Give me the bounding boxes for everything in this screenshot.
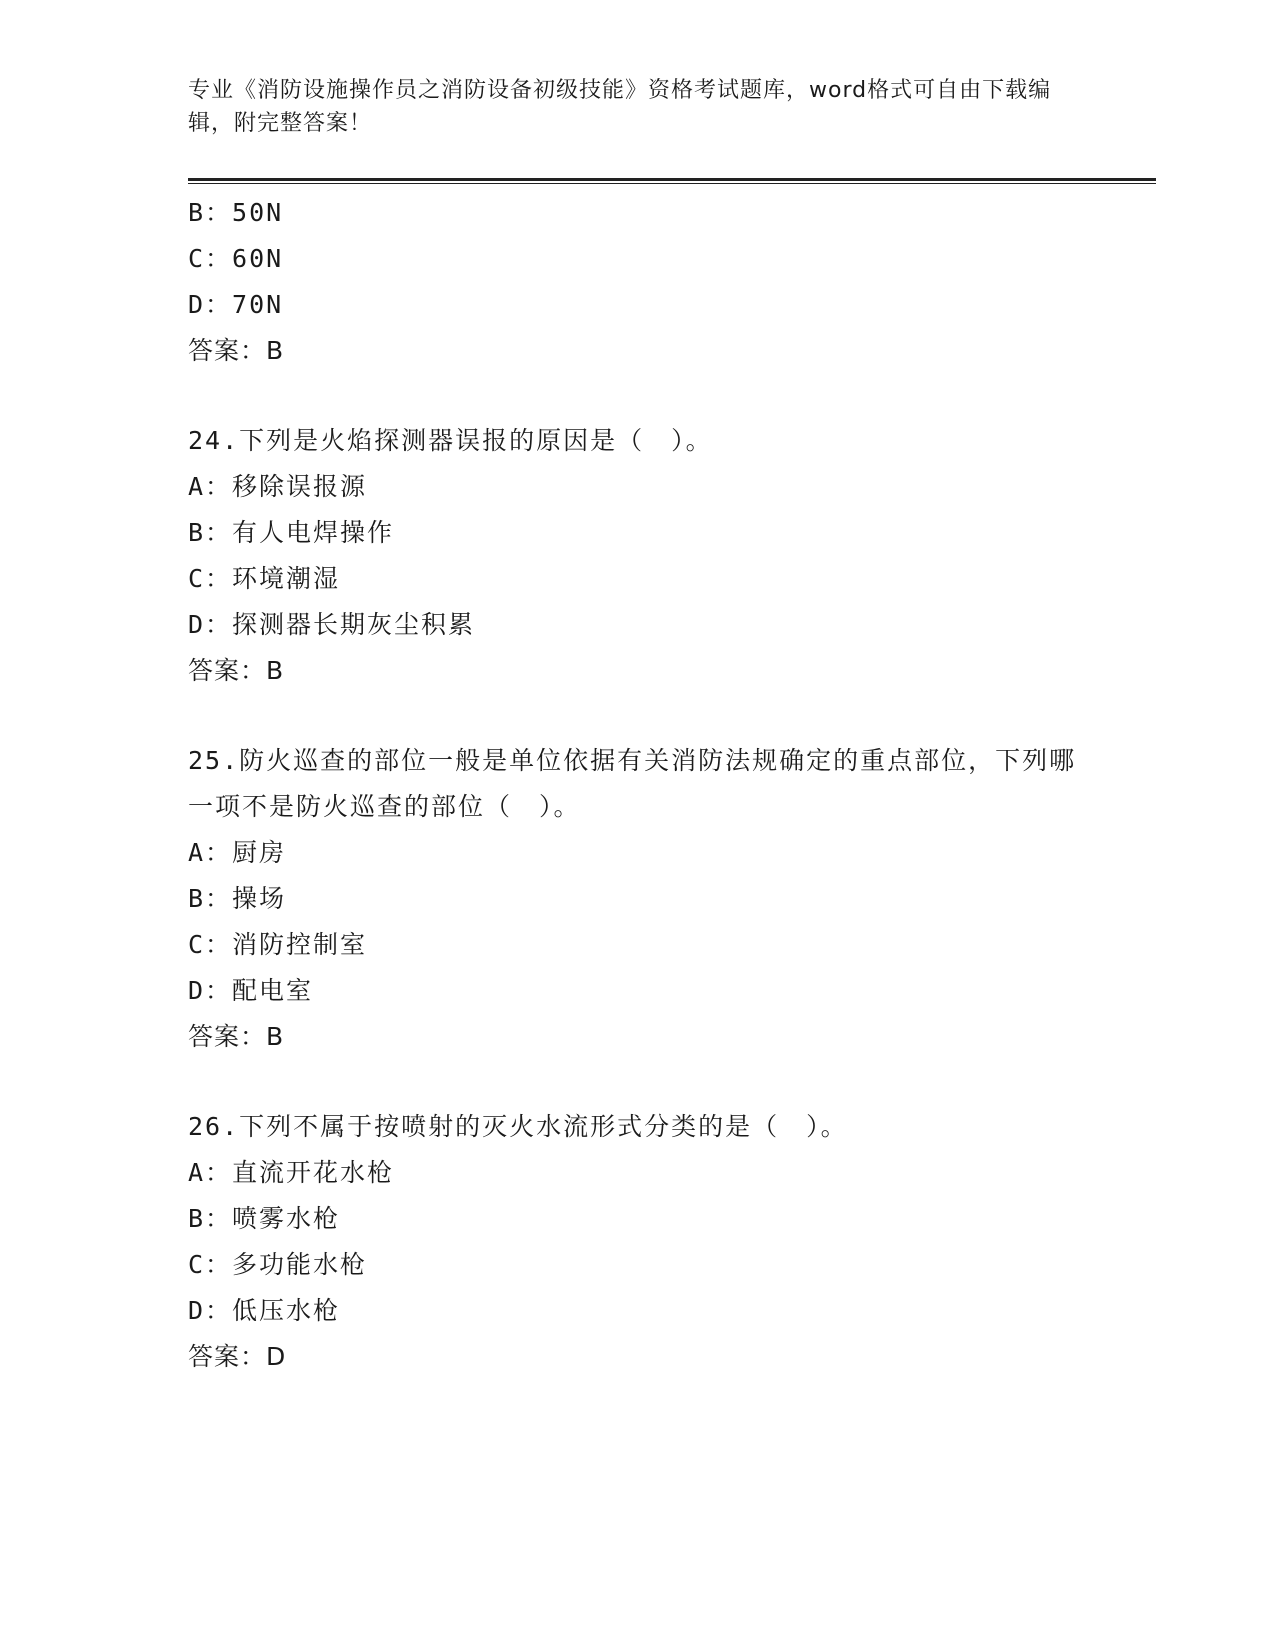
option-c: C：环境潮湿 <box>188 564 341 593</box>
continued-question <box>188 190 1088 374</box>
question-25 <box>188 738 1088 1060</box>
option-a: A：厨房 <box>188 838 287 867</box>
option-d: D：配电室 <box>188 976 314 1005</box>
question-text: 24.下列是火焰探测器误报的原因是（ ）。 <box>188 426 713 455</box>
header-rule-thick <box>188 178 1156 181</box>
option-b: B：有人电焊操作 <box>188 518 395 547</box>
option-d: D：70N <box>188 290 284 319</box>
question-list <box>188 190 1088 1380</box>
question-26 <box>188 1104 1088 1380</box>
option-b: B：喷雾水枪 <box>188 1204 341 1233</box>
header-rule-thin <box>188 183 1156 184</box>
option-a: A：移除误报源 <box>188 472 368 501</box>
option-d: D：探测器长期灰尘积累 <box>188 610 476 639</box>
answer-line: 答案：B <box>188 656 285 685</box>
option-b: B：操场 <box>188 884 287 913</box>
question-text: 25.防火巡查的部位一般是单位依据有关消防法规确定的重点部位，下列哪一项不是防火巡查的部位（ ）。 <box>188 746 1077 821</box>
document-header: 专业《消防设施操作员之消防设备初级技能》资格考试题库，word格式可自由下载编辑，附完整答案！ <box>188 78 1052 136</box>
answer-line: 答案：D <box>188 1342 287 1371</box>
option-b: B：50N <box>188 198 284 227</box>
option-c: C：多功能水枪 <box>188 1250 368 1279</box>
question-text: 26.下列不属于按喷射的灭火水流形式分类的是（ ）。 <box>188 1112 848 1141</box>
question-24 <box>188 418 1088 694</box>
answer-line: 答案：B <box>188 1022 285 1051</box>
option-c: C：消防控制室 <box>188 930 368 959</box>
option-c: C：60N <box>188 244 284 273</box>
option-a: A：直流开花水枪 <box>188 1158 395 1187</box>
option-d: D：低压水枪 <box>188 1296 341 1325</box>
answer-line: 答案：B <box>188 336 285 365</box>
